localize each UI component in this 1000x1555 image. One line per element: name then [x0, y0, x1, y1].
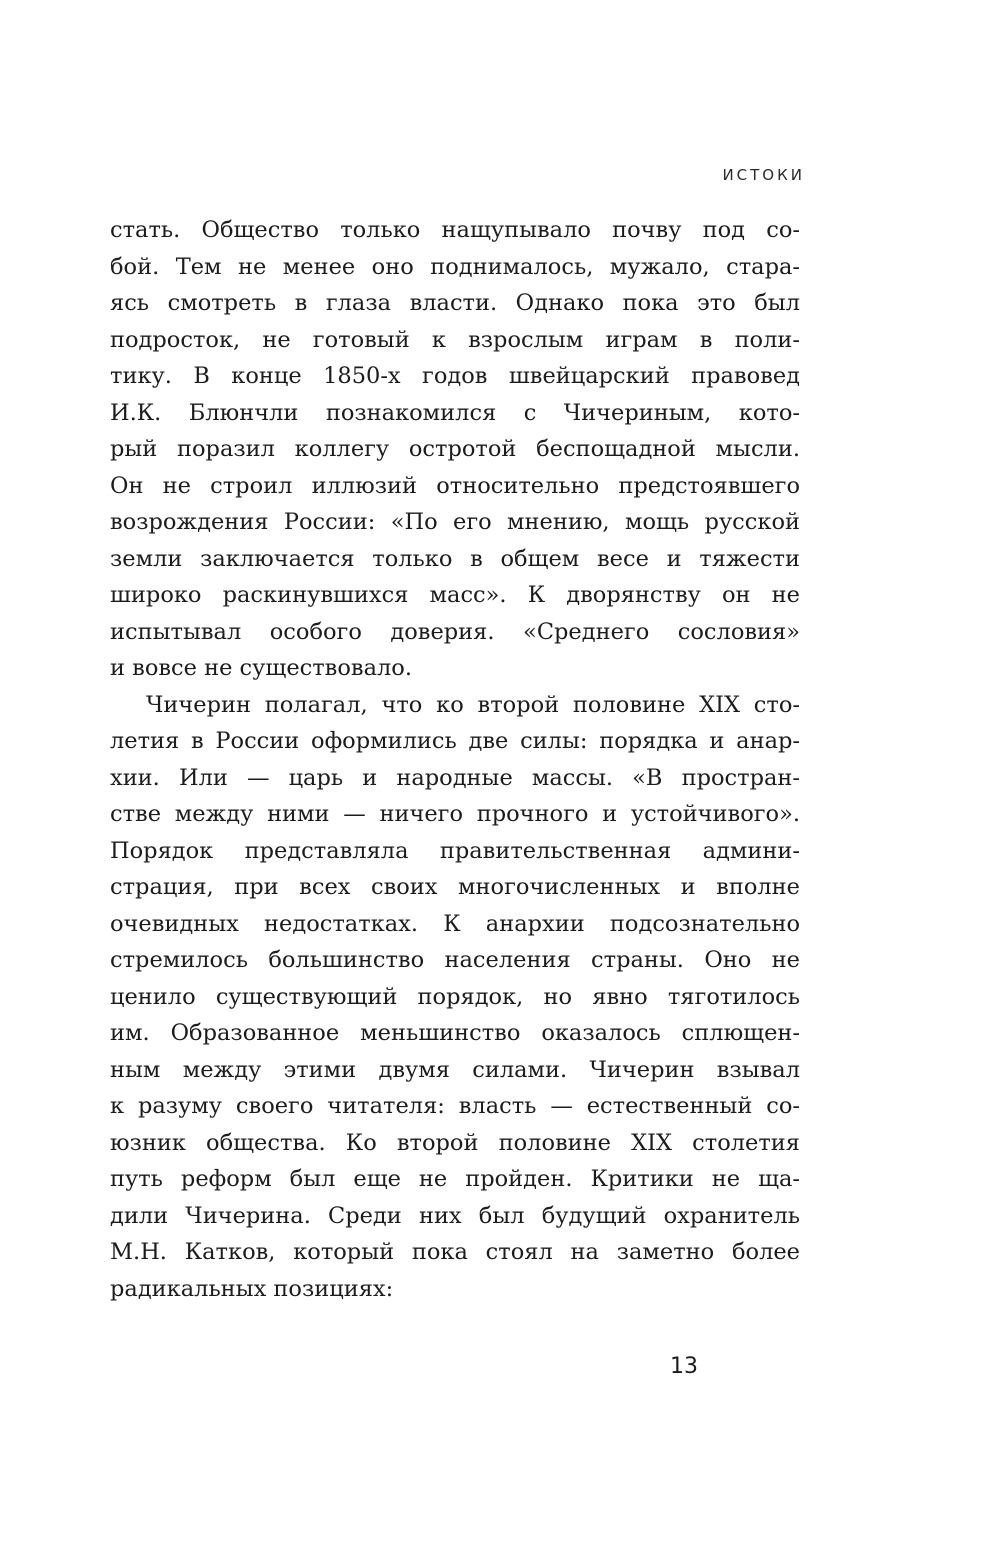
- text-line: страция, при всех своих многочисленных и вполне: [110, 874, 800, 900]
- text-line: земли заключается только в общем весе и тяжести: [110, 545, 800, 572]
- text-line: Чичерин полагал, что ко второй половине XIX сто-: [146, 691, 800, 718]
- text-line: бой. Тем не менее оно поднималось, мужало, стара-: [110, 253, 800, 280]
- text-line: М.Н. Катков, который пока стоял на заметно более: [110, 1239, 800, 1265]
- text-line: летия в России оформились две силы: порядка и анар-: [110, 728, 800, 754]
- paragraph-2: [110, 687, 800, 1308]
- text-line: тику. В конце 1850-х годов швейцарский правовед: [110, 363, 800, 389]
- text-line: Порядок представляла правительственная админи-: [110, 837, 800, 864]
- page-number: 13: [670, 1354, 698, 1379]
- text-line: ценило существующий порядок, но явно тяготилось: [110, 983, 800, 1010]
- running-head: ИСТОКИ: [722, 166, 805, 184]
- text-line: ясь смотреть в глаза власти. Однако пока это был: [110, 290, 800, 316]
- text-line: И.К. Блюнчли познакомился с Чичериным, кото-: [110, 399, 800, 426]
- text-line: возрождения России: «По его мнению, мощь русской: [110, 509, 800, 535]
- text-line: к разуму своего читателя: власть — естественный со-: [110, 1093, 800, 1119]
- text-line: хии. Или — царь и народные массы. «В простран-: [110, 764, 800, 791]
- text-line: юзник общества. Ко второй половине XIX столетия: [110, 1129, 800, 1156]
- text-line: очевидных недостатках. К анархии подсознательно: [110, 910, 800, 937]
- text-line: подросток, не готовый к взрослым играм в поли-: [110, 326, 800, 353]
- body-text: [110, 212, 800, 1307]
- text-line: ным между этими двумя силами. Чичерин взывал: [110, 1056, 800, 1083]
- text-line: испытывал особого доверия. «Среднего сословия»: [110, 618, 800, 645]
- text-line: путь реформ был еще не пройден. Критики не ща-: [110, 1166, 800, 1192]
- text-line: дили Чичерина. Среди них был будущий охранитель: [110, 1202, 800, 1229]
- text-line: стать. Общество только нащупывало почву под со-: [110, 217, 800, 243]
- text-line: стве между ними — ничего прочного и устойчивого».: [110, 801, 800, 827]
- paragraph-1: [110, 212, 800, 687]
- text-line: Он не строил иллюзий относительно предстоявшего: [110, 472, 800, 499]
- text-line: стремилось большинство населения страны. Оно не: [110, 947, 800, 973]
- text-line: радикальных позициях:: [110, 1275, 394, 1302]
- text-line: им. Образованное меньшинство оказалось сплющен-: [110, 1020, 800, 1046]
- text-line: рый поразил коллегу остротой беспощадной мысли.: [110, 436, 800, 462]
- text-line: широко раскинувшихся масс». К дворянству он не: [110, 582, 800, 608]
- text-line: и вовсе не существовало.: [110, 655, 412, 681]
